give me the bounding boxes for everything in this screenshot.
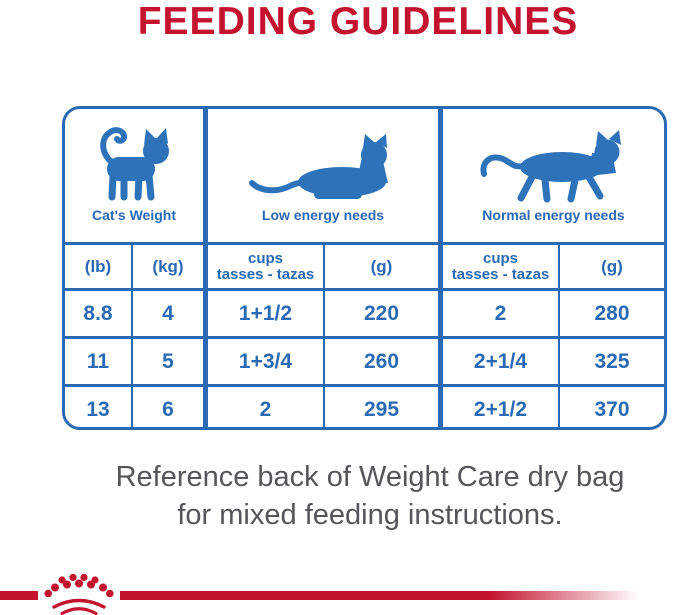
table-cell: 8.8 [65,288,131,336]
column-header-grams-normal [558,242,664,288]
table-cell: 13 [65,384,131,430]
column-header-cups-low [203,242,323,288]
table-cell: 370 [558,384,664,430]
cat-walking-icon [478,117,630,203]
page-title: FEEDING GUIDELINES [137,0,579,43]
column-header-text: cups [247,249,283,267]
column-header-text: (lb) [84,256,112,276]
column-header-kg [131,242,203,288]
table-cell: 325 [558,336,664,384]
royal-canin-crown-logo-icon [44,574,114,615]
table-cell: 2 [203,384,323,430]
section-label: Cat's Weight [92,207,176,223]
column-header-grams-low [323,242,438,288]
table-cell: 220 [323,288,438,336]
table-cell: 295 [323,384,438,430]
column-header-text: (g) [370,256,393,276]
table-cell: 280 [558,288,664,336]
column-header-text: tasses - tazas [451,265,550,283]
column-header-text: cups [482,249,518,267]
section-label: Normal energy needs [482,207,625,223]
column-header-lb [65,242,131,288]
footnote-line-2: for mixed feeding instructions. [177,499,563,531]
footnote-text [61,458,679,534]
footnote-line-1: Reference back of Weight Care dry bag [115,461,625,493]
table-cell: 260 [323,336,438,384]
table-cell: 2 [438,288,558,336]
brand-stripe-right [120,591,679,600]
section-label: Low energy needs [261,207,385,223]
header-normal-energy [438,109,664,242]
feeding-table [62,106,667,430]
table-cell: 2+1/2 [438,384,558,430]
table-cell: 1+1/2 [203,288,323,336]
cat-lying-icon [248,117,398,203]
brand-stripe-left [0,591,38,600]
header-cats-weight [65,109,203,242]
cat-standing-icon [92,117,176,203]
table-cell: 1+3/4 [203,336,323,384]
header-low-energy [203,109,438,242]
table-cell: 4 [131,288,203,336]
column-header-text: (g) [601,256,623,276]
column-header-text: (kg) [152,256,184,276]
table-cell: 5 [131,336,203,384]
table-cell: 6 [131,384,203,430]
table-cell: 2+1/4 [438,336,558,384]
table-cell: 11 [65,336,131,384]
column-header-cups-normal [438,242,558,288]
column-header-text: tasses - tazas [216,265,315,283]
